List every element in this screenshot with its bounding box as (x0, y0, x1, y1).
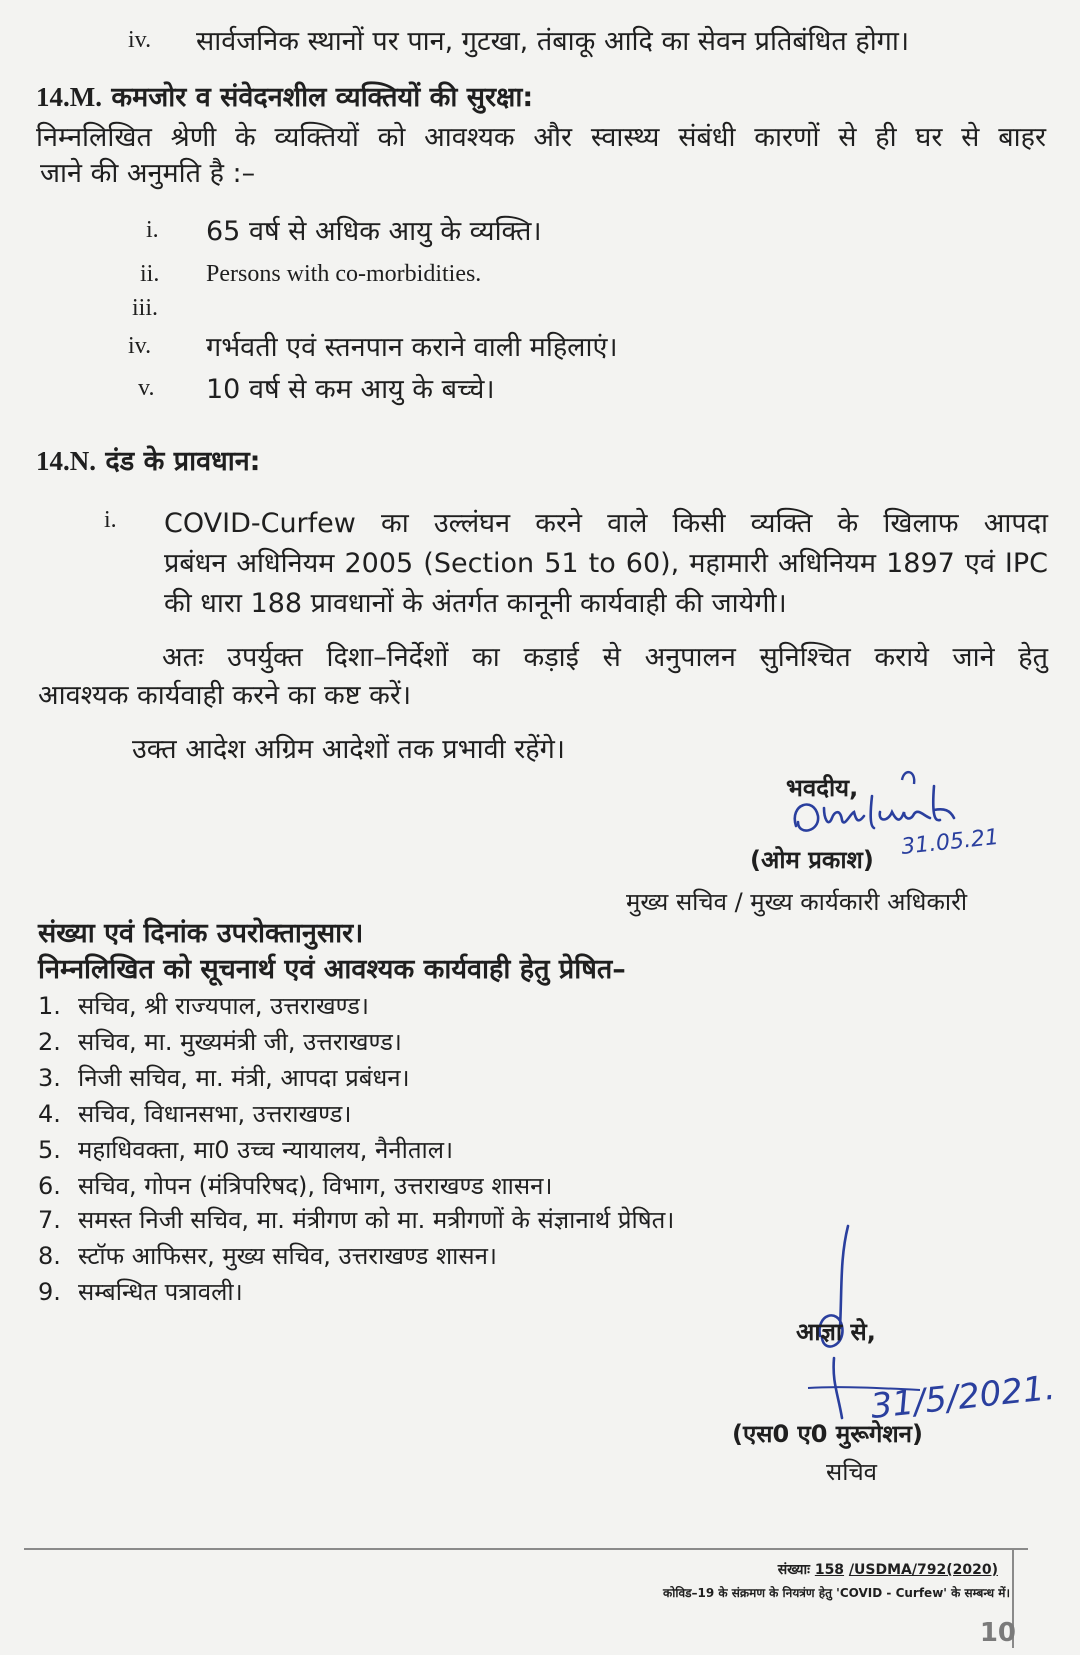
page-number: 10 (979, 1618, 1016, 1648)
section-title: कमजोर व संवेदनशील व्यक्तियों की सुरक्षा: (111, 82, 534, 113)
footer-reference (778, 1560, 998, 1579)
list-number: i. (146, 217, 159, 243)
footer-rule (24, 1548, 1028, 1550)
section-number: 14.N. (36, 446, 96, 476)
salutation: भवदीय, (786, 774, 859, 802)
list-number: 7. (38, 1206, 61, 1234)
list-item-text: 65 वर्ष से अधिक आयु के व्यक्ति। (206, 216, 542, 247)
section-title: दंड के प्रावधान: (105, 446, 261, 477)
list-item-text: सचिव, विधानसभा, उत्तराखण्ड। (78, 1100, 352, 1128)
list-number: 2. (38, 1028, 61, 1056)
list-number: v. (138, 375, 155, 401)
list-item-text: Persons with co-morbidities. (206, 261, 482, 287)
closing-paragraph-cont: आवश्यक कार्यवाही करने का कष्ट करें। (38, 680, 412, 711)
list-number: 3. (38, 1064, 61, 1092)
penalty-text-line3: की धारा 188 प्रावधानों के अंतर्गत कानूनी कार्यवाही की जायेगी। (164, 588, 787, 619)
intro-paragraph: निम्नलिखित श्रेणी के व्यक्तियों को आवश्यक और स्वास्थ्य संबंधी कारणों से ही घर से बाहर (36, 122, 1046, 153)
list-number: 4. (38, 1100, 61, 1128)
list-number: iv. (128, 333, 152, 359)
list-item-text: महाधिवक्ता, मा0 उच्च न्यायालय, नैनीताल। (78, 1136, 454, 1164)
footer-subject: कोविड–19 के संक्रमण के नियत्रंण हेतु 'COVID - Curfew' के सम्बन्ध में। (663, 1586, 1010, 1600)
signatory-designation: सचिव (826, 1458, 878, 1486)
list-number: 6. (38, 1172, 61, 1200)
validity-note: उक्त आदेश अग्रिम आदेशों तक प्रभावी रहेंगे। (132, 734, 566, 765)
ref-number: 158 (814, 1562, 845, 1578)
section-number: 14.M. (36, 82, 102, 112)
list-item-text: स्टॉफ आफिसर, मुख्य सचिव, उत्तराखण्ड शासन। (78, 1242, 497, 1270)
list-number: 5. (38, 1136, 61, 1164)
list-item-text: सचिव, गोपन (मंत्रिपरिषद), विभाग, उत्तराखण्ड शासन। (78, 1172, 553, 1200)
list-number: 1. (38, 992, 61, 1020)
closing-paragraph: अतः उपर्युक्त दिशा–निर्देशों का कड़ाई से अनुपालन सुनिश्चित कराये जाने हेतु (162, 642, 1048, 673)
signatory-name: (एस0 ए0 मुरूगेशन) (732, 1420, 923, 1448)
penalty-text-line2: प्रबंधन अधिनियम 2005 (Section 51 to 60), महामारी अधिनियम 1897 एवं IPC (164, 548, 1048, 579)
list-item-text: समस्त निजी सचिव, मा. मंत्रीगण को मा. मत्रीगणों के संज्ञानार्थ प्रेषित। (78, 1206, 675, 1234)
list-number: ii. (140, 261, 160, 287)
reference-line: संख्या एवं दिनांक उपरोक्तानुसार। (38, 918, 364, 949)
signatory-name: (ओम प्रकाश) (750, 846, 874, 874)
list-number: 8. (38, 1242, 61, 1270)
list-item-text: निजी सचिव, मा. मंत्री, आपदा प्रबंधन। (78, 1064, 410, 1092)
list-number: 9. (38, 1278, 61, 1306)
ref-suffix: /USDMA/792(2020) (848, 1562, 998, 1578)
list-number: iii. (132, 295, 159, 321)
section-heading (36, 448, 260, 475)
ref-prefix: संख्याः (777, 1562, 810, 1578)
list-item-text: सचिव, मा. मुख्यमंत्री जी, उत्तराखण्ड। (78, 1028, 402, 1056)
signatory-designation: मुख्य सचिव / मुख्य कार्यकारी अधिकारी (626, 888, 968, 916)
distribution-heading: निम्नलिखित को सूचनार्थ एवं आवश्यक कार्यवाही हेतु प्रेषित– (38, 954, 626, 985)
intro-paragraph-cont: जाने की अनुमति है :– (40, 158, 256, 189)
list-item-text: सचिव, श्री राज्यपाल, उत्तराखण्ड। (78, 992, 369, 1020)
list-item-text: सम्बन्धित पत्रावली। (78, 1278, 243, 1306)
section-heading (36, 84, 533, 111)
list-item-text: गर्भवती एवं स्तनपान कराने वाली महिलाएं। (206, 332, 618, 363)
list-number: iv. (128, 27, 152, 53)
list-item-text: सार्वजनिक स्थानों पर पान, गुटखा, तंबाकू आदि का सेवन प्रतिबंधित होगा। (196, 26, 910, 57)
handwritten-date: 31.05.21 (900, 824, 1001, 860)
list-number: i. (104, 507, 117, 533)
order-line: आज्ञा से, (796, 1318, 876, 1346)
penalty-text-line1: COVID-Curfew का उल्लंघन करने वाले किसी व्यक्ति के खिलाफ आपदा (164, 508, 1048, 539)
list-item-text: 10 वर्ष से कम आयु के बच्चे। (206, 374, 495, 405)
handwritten-date: 31/5/2021. (868, 1367, 1058, 1427)
